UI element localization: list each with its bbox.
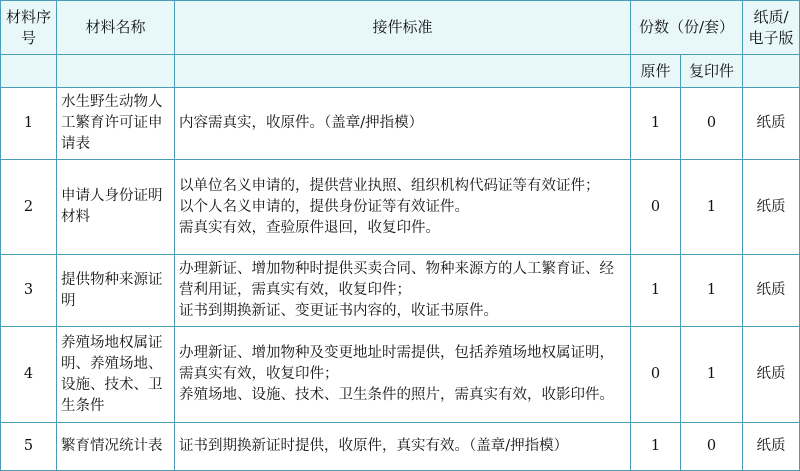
standard-line: 证书到期换新证时提供，收原件，真实有效。（盖章/押指模） [179, 438, 569, 454]
row-seq: 3 [1, 255, 57, 327]
standard-line: 办理新证、增加物种时提供买卖合同、物种来源方的人工繁育证、经营利用证，需真实有效，收复印件； [179, 261, 614, 298]
table-row [1, 160, 800, 255]
row-format: 纸质 [743, 327, 800, 423]
row-format: 纸质 [743, 423, 800, 471]
subheader-blank-format [743, 55, 800, 88]
header-standard: 接件标准 [175, 1, 631, 55]
row-photocopy: 1 [681, 160, 743, 255]
table-row [1, 327, 800, 423]
row-name: 申请人身份证明材料 [57, 160, 175, 255]
row-photocopy: 1 [681, 327, 743, 423]
standard-line: 养殖场地、设施、技术、卫生条件的照片，需真实有效，收影印件。 [179, 387, 614, 403]
row-name: 水生野生动物人工繁育许可证申请表 [57, 88, 175, 160]
row-seq: 4 [1, 327, 57, 423]
subheader-row [1, 55, 800, 88]
row-original: 1 [631, 88, 681, 160]
row-standard [175, 255, 631, 327]
table-row [1, 423, 800, 471]
table-row [1, 88, 800, 160]
header-name: 材料名称 [57, 1, 175, 55]
row-photocopy: 0 [681, 423, 743, 471]
subheader-blank-standard [175, 55, 631, 88]
subheader-blank-name [57, 55, 175, 88]
row-standard [175, 160, 631, 255]
subheader-blank-seq [1, 55, 57, 88]
standard-line: 内容需真实，收原件。（盖章/押指模） [179, 115, 424, 131]
table-row [1, 255, 800, 327]
row-original: 1 [631, 423, 681, 471]
row-name: 养殖场地权属证明、养殖场地、设施、技术、卫生条件 [57, 327, 175, 423]
row-standard [175, 423, 631, 471]
standard-line: 证书到期换新证、变更证书内容的，收证书原件。 [179, 303, 498, 319]
standard-line: 以个人名义申请的，提供身份证等有效证件。 [179, 198, 469, 215]
standard-line: 办理新证、增加物种及变更地址时需提供，包括养殖场地权属证明，需真实有效，收复印件； [179, 345, 614, 382]
row-name: 繁育情况统计表 [57, 423, 175, 471]
header-photocopy: 复印件 [681, 55, 743, 88]
row-format: 纸质 [743, 255, 800, 327]
row-seq: 5 [1, 423, 57, 471]
row-name: 提供物种来源证明 [57, 255, 175, 327]
header-seq: 材料序号 [1, 1, 57, 55]
standard-line: 需真实有效，查验原件退回，收复印件。 [179, 219, 440, 236]
row-standard [175, 327, 631, 423]
header-copies: 份数（份/套） [631, 1, 743, 55]
row-original: 0 [631, 327, 681, 423]
header-format: 纸质/电子版 [743, 1, 800, 55]
row-seq: 1 [1, 88, 57, 160]
row-original: 0 [631, 160, 681, 255]
row-photocopy: 1 [681, 255, 743, 327]
row-photocopy: 0 [681, 88, 743, 160]
row-standard [175, 88, 631, 160]
row-original: 1 [631, 255, 681, 327]
header-original: 原件 [631, 55, 681, 88]
standard-line: 以单位名义申请的，提供营业执照、组织机构代码证等有效证件； [179, 177, 600, 194]
header-row [1, 1, 800, 55]
row-format: 纸质 [743, 160, 800, 255]
row-seq: 2 [1, 160, 57, 255]
row-format: 纸质 [743, 88, 800, 160]
